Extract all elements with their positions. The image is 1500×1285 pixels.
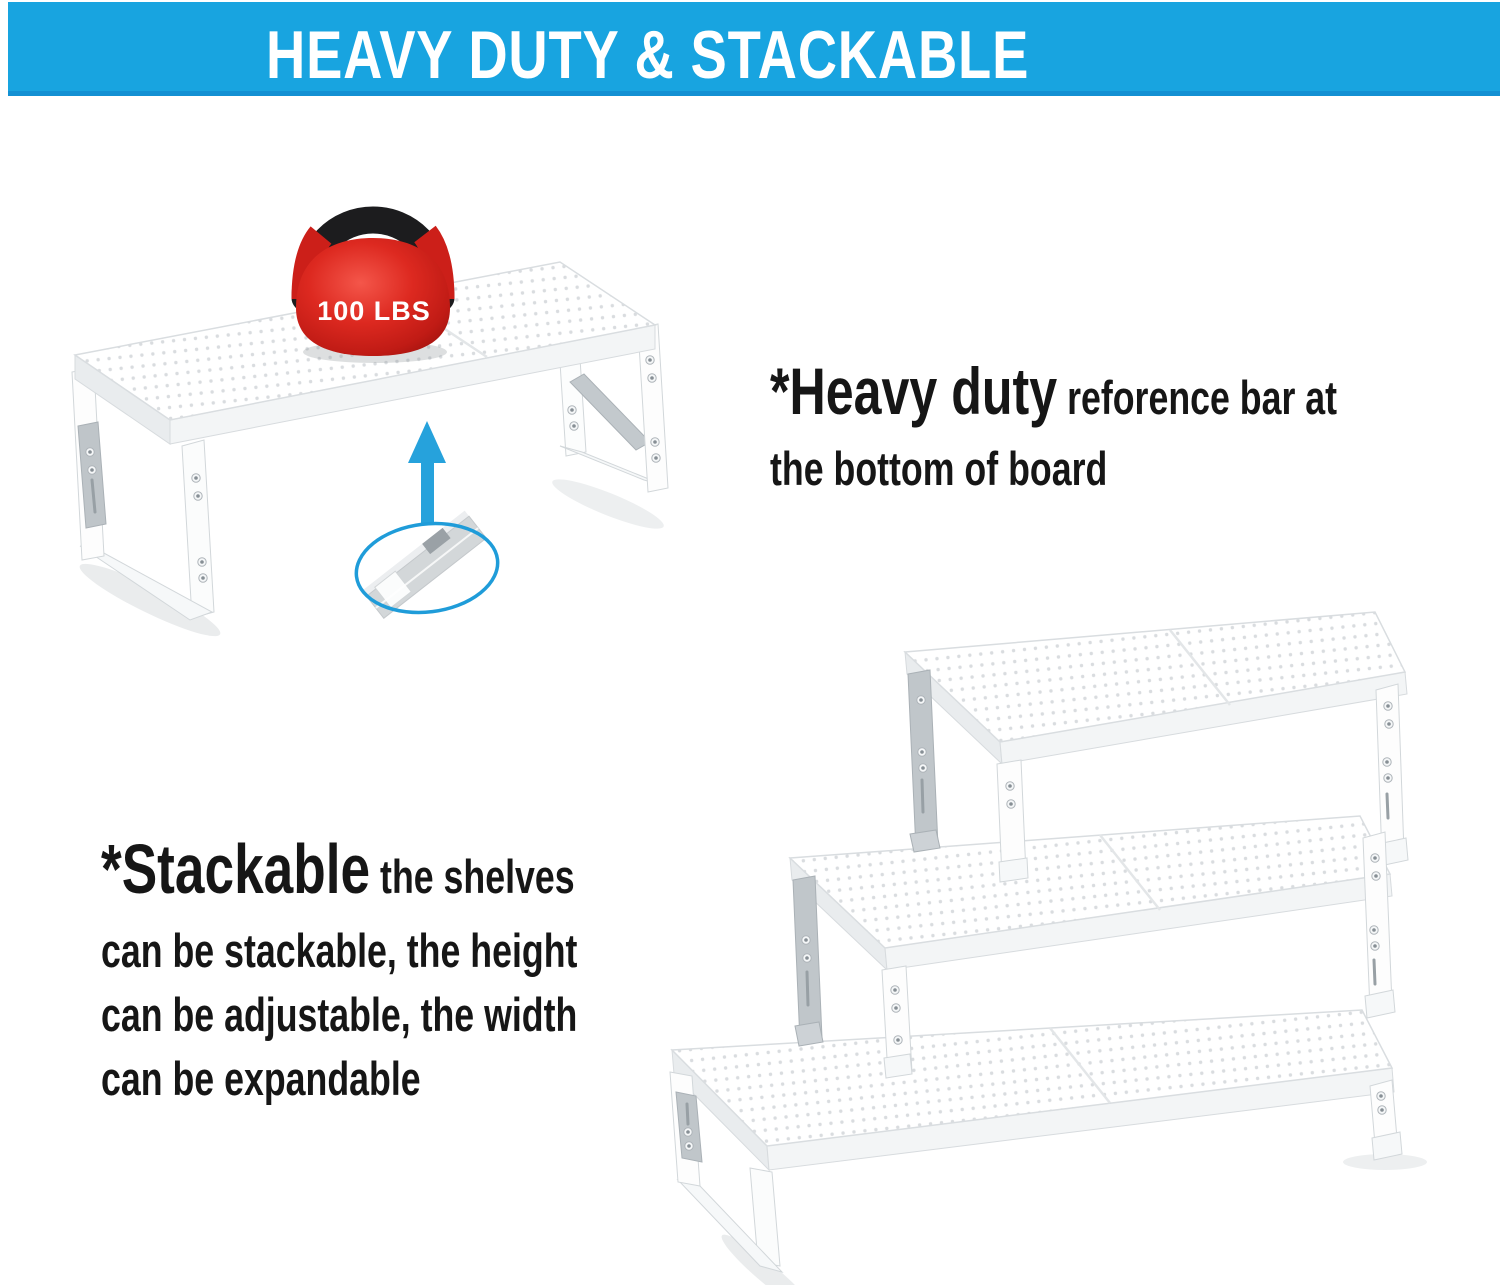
feature-highlight: *Heavy duty [770,354,1058,428]
header-banner [8,2,1500,96]
screw [198,558,206,566]
screw [684,1128,692,1136]
screw [568,406,576,414]
screw [651,438,659,446]
screw [918,748,926,756]
feature-line [101,830,575,908]
screw [891,986,899,994]
screw [685,1142,693,1150]
screw [1383,758,1391,766]
screw [1385,720,1393,728]
kettlebell [296,220,450,363]
screw [646,356,654,364]
stacked-shelf-middle-board [790,816,1392,970]
screw [1371,942,1379,950]
feature-line [770,354,1338,428]
feature-rest: reforence bar at [1057,371,1338,424]
screw [88,466,96,474]
photo-shelf-single [40,130,740,670]
screw [1377,1092,1385,1100]
screw [1007,800,1015,808]
screw [917,696,925,704]
screw [892,1004,900,1012]
feature-line: can be expandable [101,1052,421,1105]
page-title: HEAVY DUTY & STACKABLE [266,17,1030,93]
screw [199,574,207,582]
feature-rest: the shelves [370,850,575,903]
photo-shelves-stacked [640,575,1430,1285]
feature-line: can be stackable, the height [101,924,578,977]
screw [86,448,94,456]
feature-highlight: *Stackable [101,830,371,908]
screw [192,474,200,482]
stacked-shelf-bottom-board [672,1010,1394,1170]
screw [652,454,660,462]
leg-foot [795,1022,823,1046]
feature-line: the bottom of board [770,442,1108,495]
leg-foot [884,1054,912,1078]
screw [194,492,202,500]
screw [648,374,656,382]
leg-foot [910,830,940,852]
screw [1378,1106,1386,1114]
weight-label: 100 LBS [317,296,431,326]
screw [802,936,810,944]
stacked-shelf-top-board [905,612,1407,764]
screw [1370,926,1378,934]
screw [919,764,927,772]
screw [803,954,811,962]
screw [570,422,578,430]
leg-foot [999,858,1028,882]
up-arrow-icon [408,421,446,523]
screw [894,1036,902,1044]
feature-line: can be adjustable, the width [101,988,578,1041]
screw [1372,872,1380,880]
screw [1006,782,1014,790]
screw [1384,702,1392,710]
screw [1384,774,1392,782]
screw [1371,854,1379,862]
